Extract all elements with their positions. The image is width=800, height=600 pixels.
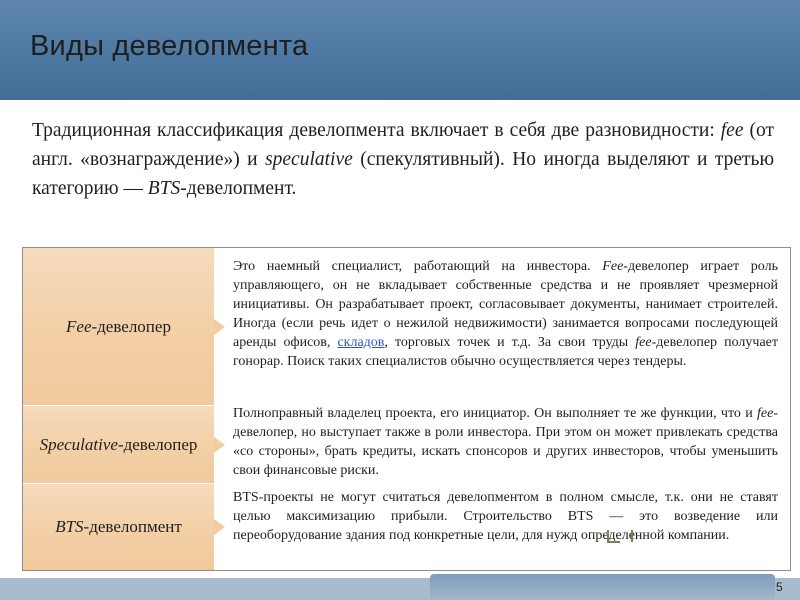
row-label-fee-suffix: -девелопер xyxy=(91,316,171,336)
row-desc-fee-text-3: , торговых точек и т.д. За свои труды xyxy=(384,335,636,350)
row-desc-fee-text-4: -девелопер получает гонорар. Поиск таких специалистов обычно осуществляется через тендеры. xyxy=(233,335,778,369)
row-desc-fee-text-1: Это наемный специалист, работающий на инвестора. xyxy=(233,259,603,274)
intro-term-speculative: speculative xyxy=(265,149,353,170)
row-desc-speculative-text-2: -девелопер, но выступает также в роли инвестора. При этом он может привлекать средства «со стороны», брать кредиты, искать спонсоров и других инвесторов, чтобы уменьшить свои финансовые риски. xyxy=(233,406,778,478)
cursor-icon xyxy=(606,528,634,546)
row-arrow-speculative xyxy=(214,437,225,453)
intro-text-3: (спекулятивный). Но иногда выделяют и третью категорию — xyxy=(32,149,775,199)
row-label-bts xyxy=(23,484,214,570)
page-number: 5 xyxy=(776,580,783,594)
intro-term-fee: fee xyxy=(720,120,744,141)
row-label-speculative xyxy=(23,406,214,484)
developer-types-table xyxy=(22,247,791,571)
intro-text-1: Традиционная классификация девелопмента включает в себя две разновидности: xyxy=(32,120,721,141)
intro-text-2: (от англ. «вознаграждение») и xyxy=(32,120,774,170)
row-desc-fee-text-2: -девелопер играет роль управляющего, он не вкладывает собственные средства и не проявляет чрезмерной инициативы. Он разрабатывает проект, согласовывает документы, нанимает строителей. Иногда (если речь идет о нежилой недвижимости) занимается вопросами последующей аренды офисов, xyxy=(233,259,778,350)
row-label-speculative-term: Speculative xyxy=(39,434,118,454)
row-desc-fee-term-1: Fee xyxy=(602,259,624,274)
footer-tab xyxy=(430,574,775,600)
warehouses-link[interactable]: складов xyxy=(337,335,385,350)
row-desc-fee xyxy=(233,257,778,371)
row-label-bts-term: BTS xyxy=(55,517,84,536)
row-label-speculative-suffix: -девелопер xyxy=(117,434,198,454)
row-desc-bts xyxy=(233,488,778,545)
row-desc-speculative-text-1: Полноправный владелец проекта, его инициатор. Он выполняет те же функции, что и xyxy=(233,406,757,421)
slide-title: Виды девелопмента xyxy=(30,30,309,62)
row-label-fee xyxy=(23,248,214,406)
row-desc-speculative-term: fee xyxy=(757,406,774,421)
row-desc-bts-text: BTS-проекты не могут считаться девелопментом в полном смысле, т.к. они не ставят целью максимизацию прибыли. Строительство BTS — это возведение или переоборудование здания под конкретные цели, для нужд определенной компании. xyxy=(233,490,778,543)
row-arrow-bts xyxy=(214,519,225,535)
intro-paragraph xyxy=(32,116,774,203)
row-desc-speculative xyxy=(233,404,778,480)
title-bar xyxy=(0,0,800,100)
row-label-fee-term: Fee xyxy=(66,316,92,336)
intro-term-bts: BTS xyxy=(147,178,181,199)
row-arrow-fee xyxy=(214,319,225,335)
intro-text-4: -девелопмент. xyxy=(180,178,297,199)
row-desc-fee-term-2: fee xyxy=(635,335,652,350)
row-label-bts-suffix: -девелопмент xyxy=(83,517,182,536)
